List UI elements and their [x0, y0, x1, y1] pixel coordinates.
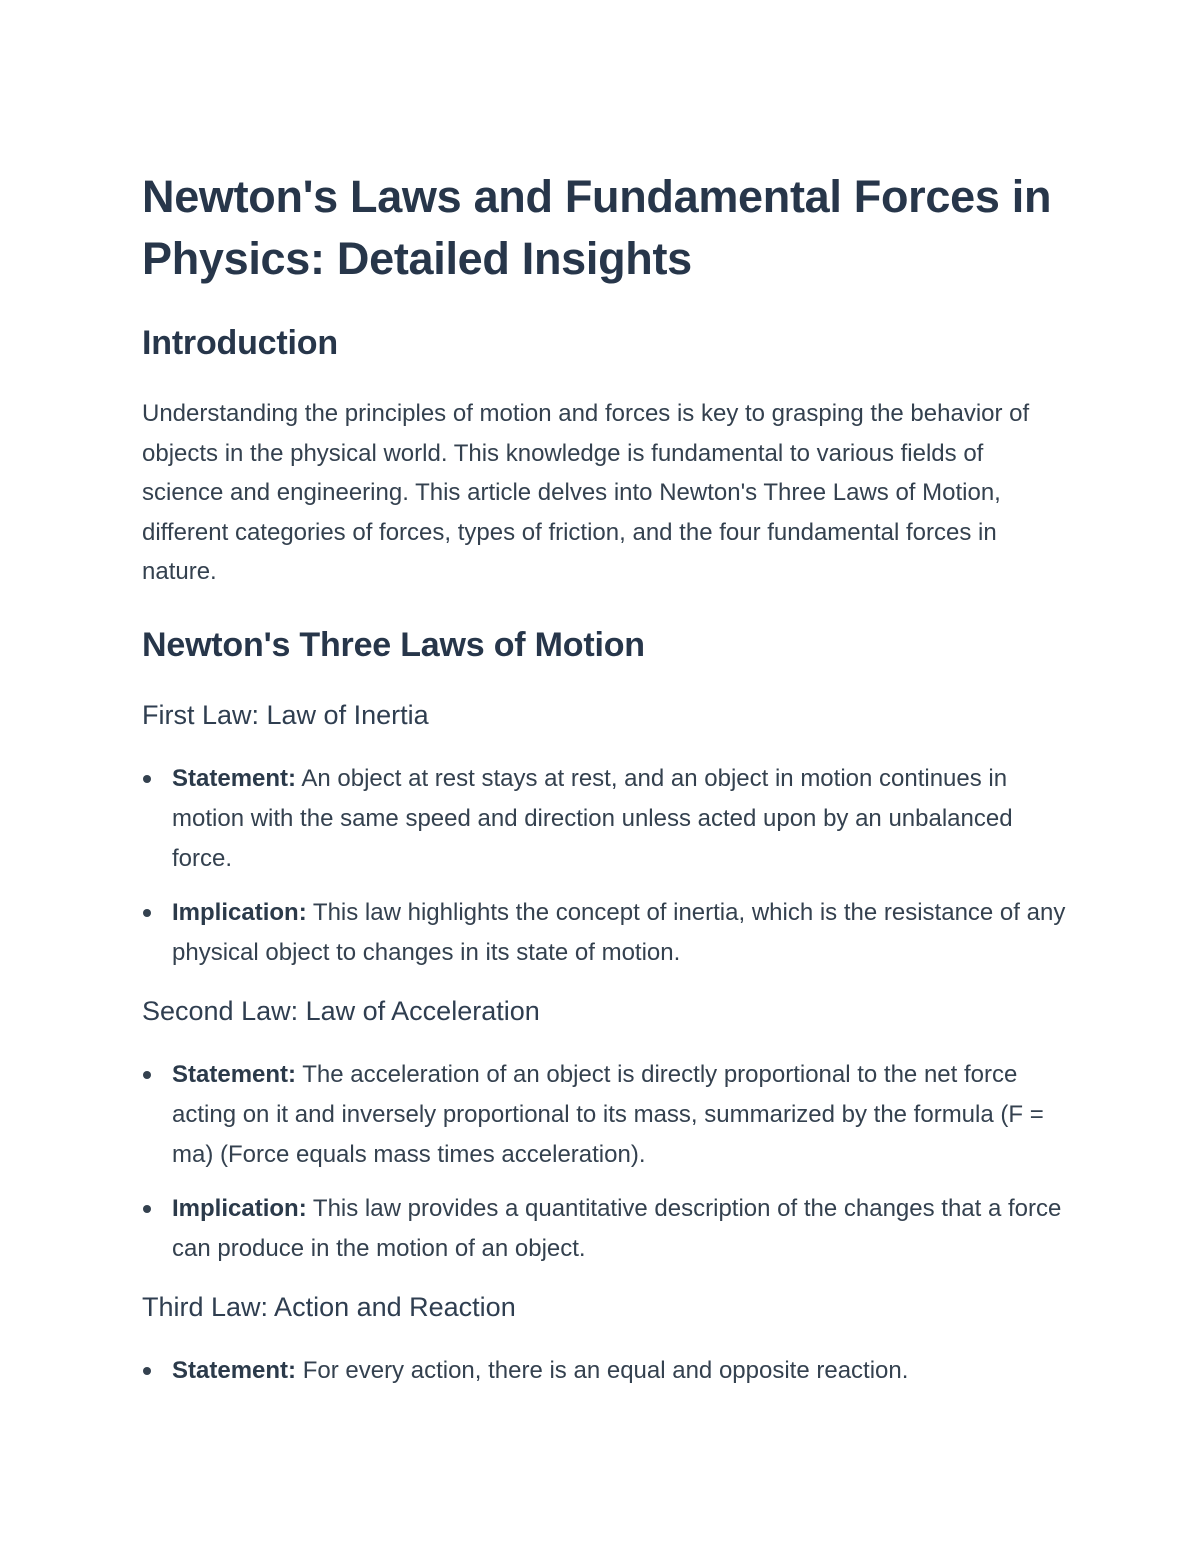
list-item: Statement: The acceleration of an object is directly proportional to the net force acting on it and inversely proportional to its mass, summarized by the formula (F = ma) (Force equals mass times acceleration). — [142, 1055, 1067, 1175]
list-item: Statement: An object at rest stays at rest, and an object in motion continues in motion with the same speed and direction unless acted upon by an unbalanced force. — [142, 759, 1067, 879]
item-text: For every action, there is an equal and opposite reaction. — [302, 1356, 909, 1384]
list-item: Statement: For every action, there is an equal and opposite reaction. — [142, 1351, 1067, 1391]
document-page — [142, 166, 1067, 1391]
bullet-icon — [143, 1071, 151, 1079]
third-law-list — [142, 1351, 1067, 1391]
second-law-heading: Second Law: Law of Acceleration — [142, 995, 540, 1026]
list-item: Implication: This law highlights the concept of inertia, which is the resistance of any physical object to changes in its state of motion. — [142, 893, 1067, 973]
item-text: An object at rest stays at rest, and an object in motion continues in motion with the same speed and direction unless acted upon by an unbalanced force. — [172, 764, 1013, 872]
second-law-list — [142, 1055, 1067, 1269]
list-item: Implication: This law provides a quantitative description of the changes that a force can produce in the motion of an object. — [142, 1189, 1067, 1269]
bullet-icon — [143, 1205, 151, 1213]
item-label: Implication — [172, 898, 299, 926]
item-label: Statement — [172, 1060, 289, 1088]
introduction-paragraph: Understanding the principles of motion and forces is key to grasping the behavior of objects in the physical world. This knowledge is fundamental to various fields of science and engineering. This article delves into Newton's Three Laws of Motion, different categories of forces, types of friction, and the four fundamental forces in nature. — [142, 400, 1030, 585]
bullet-icon — [143, 1367, 151, 1375]
third-law-heading: Third Law: Action and Reaction — [142, 1291, 516, 1322]
item-label: Implication — [172, 1194, 299, 1222]
item-text: This law provides a quantitative description of the changes that a force can produce in the motion of an object. — [172, 1194, 1062, 1262]
item-text: This law highlights the concept of inertia, which is the resistance of any physical object to changes in its state of motion. — [172, 898, 1066, 966]
item-text: The acceleration of an object is directly proportional to the net force acting on it and inversely proportional to its mass, summarized by the formula (F = ma) (Force equals mass times acceleration). — [172, 1060, 1044, 1168]
newtons-laws-heading: Newton's Three Laws of Motion — [142, 625, 645, 664]
bullet-icon — [143, 775, 151, 783]
first-law-heading: First Law: Law of Inertia — [142, 699, 429, 730]
item-label: Statement — [172, 764, 289, 792]
introduction-heading: Introduction — [142, 324, 338, 362]
first-law-list — [142, 759, 1067, 973]
item-label: Statement — [172, 1356, 289, 1384]
bullet-icon — [143, 909, 151, 917]
document-title: Newton's Laws and Fundamental Forces in Physics: Detailed Insights — [142, 171, 1052, 284]
